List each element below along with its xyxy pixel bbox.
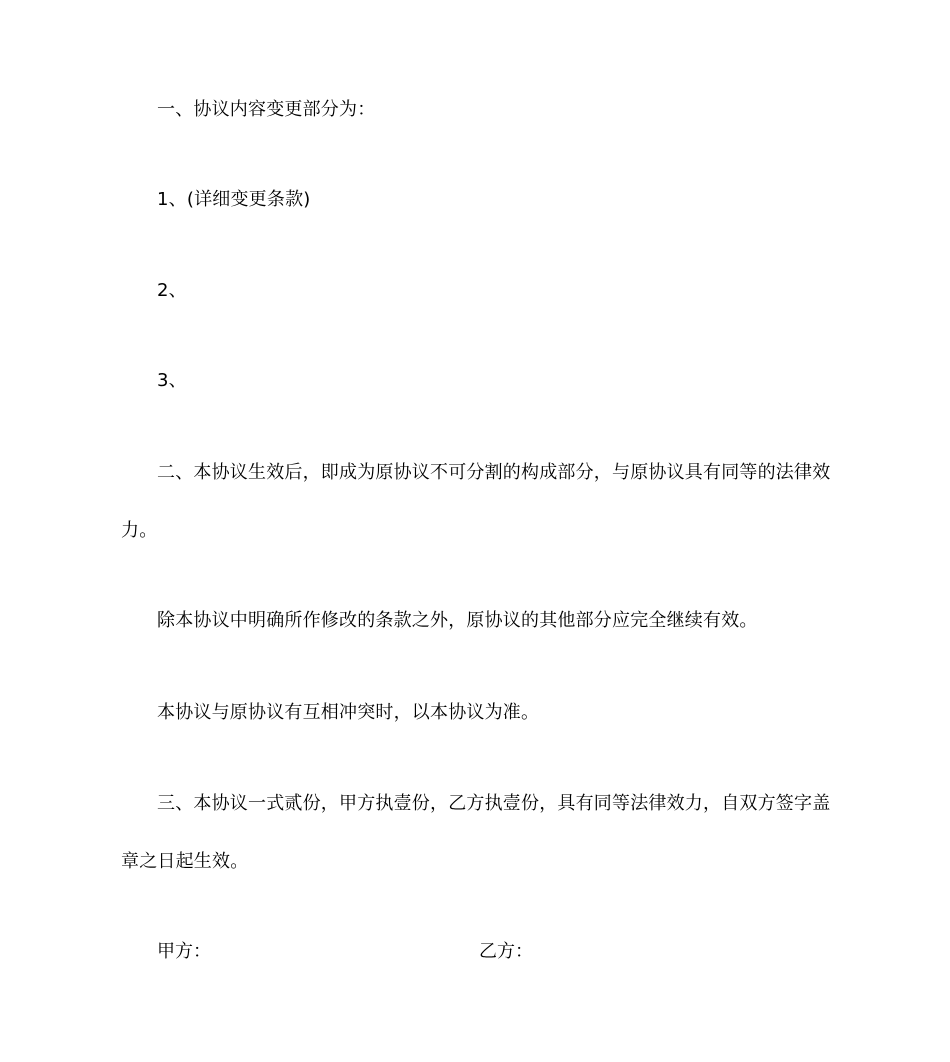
section1-heading: 一、协议内容变更部分为：	[157, 99, 376, 120]
list-item-2: 2、	[157, 280, 187, 301]
section3-line1: 三、本协议一式贰份，甲方执壹份，乙方执壹份，具有同等法律效力，自双方签字盖	[157, 793, 831, 814]
party-a-label: 甲方：	[157, 941, 211, 962]
section2-line1: 二、本协议生效后，即成为原协议不可分割的构成部分，与原协议具有同等的法律效	[157, 462, 831, 483]
paragraph-except: 除本协议中明确所作修改的条款之外，原协议的其他部分应完全继续有效。	[157, 610, 758, 631]
list-item-1: 1、(详细变更条款)	[157, 189, 311, 210]
paragraph-conflict: 本协议与原协议有互相冲突时，以本协议为准。	[157, 702, 540, 723]
section3-line2: 章之日起生效。	[121, 851, 249, 872]
party-b-label: 乙方：	[479, 941, 533, 962]
list-item-3: 3、	[157, 370, 187, 391]
section2-line2: 力。	[121, 520, 158, 541]
